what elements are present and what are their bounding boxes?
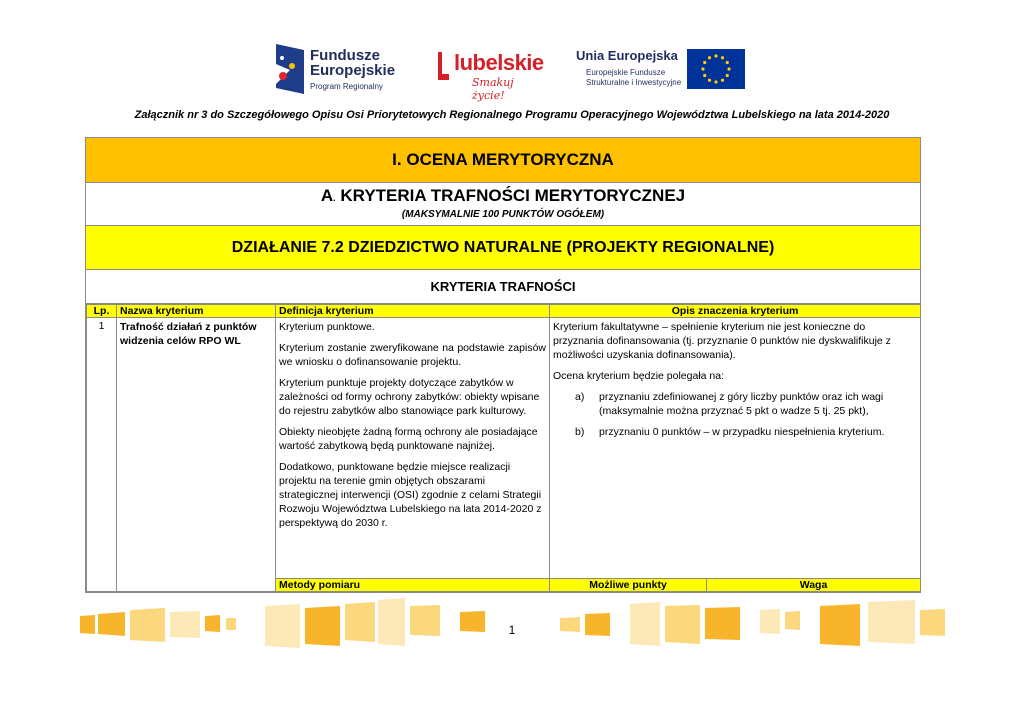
annex-title: Załącznik nr 3 do Szczegółowego Opisu Osi Priorytetowych Regionalnego Programu Operacyjnego Województwa Lubelskiego na lata 2014-2020 [134, 109, 890, 121]
unia-europejska-logo [576, 48, 748, 94]
criteria-heading: KRYTERIA TRAFNOŚCI [86, 270, 920, 304]
eu-star-icon [703, 74, 706, 77]
list-marker: a) [575, 391, 585, 403]
meaning-lead: Ocena kryterium będzie polegała na: [553, 370, 725, 382]
eu-star-icon [726, 74, 729, 77]
meaning-intro: Kryterium fakultatywne – spełnienie kryterium nie jest konieczne do przyznania dofinansowania (tj. przyznanie 0 punktów nie dyskwalifikuje z możliwości uzyskania dofinansowania). [553, 321, 891, 361]
fundusze-europejskie-logo [276, 44, 406, 96]
table-row [87, 318, 921, 579]
lubelskie-slogan: Smakuj życie! [472, 76, 514, 102]
eu-star-icon [708, 79, 711, 82]
eu-star-icon [701, 67, 704, 70]
ue-logo-title: Unia Europejska [576, 48, 678, 63]
subheader-method: Metody pomiaru [276, 579, 550, 592]
list-text: przyznaniu zdefiniowanej z góry liczby punktów oraz ich wagi (maksymalnie można przyznać 5 pkt o wadze 5 tj. 25 pkt), [599, 391, 884, 417]
eu-star-icon [721, 56, 724, 59]
page-number: 1 [508, 623, 516, 637]
header-meaning: Opis znaczenia kryterium [550, 305, 921, 318]
header-lp: Lp. [87, 305, 117, 318]
row-meaning [550, 318, 921, 579]
ue-sub2: Strukturalne i Inwestycyjne [586, 78, 682, 87]
list-marker: b) [575, 426, 585, 438]
definition-p1: Kryterium punktowe. [279, 321, 375, 333]
eu-star-icon [721, 79, 724, 82]
action-title: DZIAŁANIE 7.2 DZIEDZICTWO NATURALNE (PROJEKTY REGIONALNE) [86, 226, 920, 270]
definition-p2: Kryterium zostanie zweryfikowane na podstawie zapisów we wniosku o dofinansowanie projektu. [279, 342, 546, 368]
definition-p4: Obiekty nieobjęte żadną formą ochrony ale posiadające wartość zabytkową będą punktowane najniżej. [279, 426, 538, 452]
eu-star-icon [708, 56, 711, 59]
row-definition [276, 318, 550, 579]
list-item [553, 425, 917, 439]
definition-p5: Dodatkowo, punktowane będzie miejsce realizacji projektu na terenie gmin objętych obszarami strategicznej interwencji (OSI) zgodnie z celami Strategii Rozwoju Województwa Lubelskiego na lata 2014-2020 z perspektywą do 2030 r. [279, 461, 542, 529]
ue-sub1: Europejskie Fundusze [586, 68, 666, 77]
subtitle-letter: A [320, 186, 334, 205]
subtitle-text: KRYTERIA TRAFNOŚCI MERYTORYCZNEJ [340, 186, 686, 205]
criteria-table [86, 304, 921, 592]
list-item [553, 390, 917, 418]
eu-flag-icon [687, 49, 745, 89]
list-text: przyznaniu 0 punktów – w przypadku niespełnienia kryterium. [599, 426, 885, 438]
subheader-weight: Waga [707, 579, 921, 592]
section-subtitle-block [86, 183, 920, 226]
eu-star-icon [703, 61, 706, 64]
lubelskie-logo-text: lubelskie [454, 50, 544, 75]
subheader-points: Możliwe punkty [550, 579, 707, 592]
section-subtitle-note: (MAKSYMALNIE 100 PUNKTÓW OGÓŁEM) [401, 209, 605, 220]
lubelskie-logo [436, 48, 544, 102]
header-definition: Definicja kryterium [276, 305, 550, 318]
fe-line2: Europejskie [310, 62, 396, 79]
header-name: Nazwa kryterium [117, 305, 276, 318]
section-main-title: I. OCENA MERYTORYCZNA [86, 138, 920, 183]
eu-star-icon [727, 67, 730, 70]
definition-p3: Kryterium punktuje projekty dotyczące zabytków w zależności od formy ochrony zabytków: obiekty wpisane do rejestru zabytków albo stanowiące park kulturowy. [279, 377, 540, 417]
criteria-document [85, 137, 921, 593]
section-subtitle: A. KRYTERIA TRAFNOŚCI MERYTORYCZNEJ [320, 186, 686, 205]
row-lp: 1 [87, 318, 117, 592]
eu-star-icon [726, 61, 729, 64]
lubelskie-mark-icon [436, 50, 450, 84]
logo-bar [0, 40, 1024, 100]
fe-line1: Fundusze [310, 47, 380, 64]
fe-logo-text [310, 48, 395, 78]
eu-star-icon [714, 80, 717, 83]
fe-flag-icon [276, 44, 304, 94]
eu-star-icon [714, 54, 717, 57]
ue-logo-sub [586, 68, 681, 88]
row-name: Trafność działań z punktów widzenia celów RPO WL [117, 318, 276, 592]
table-header-row [87, 305, 921, 318]
meaning-list [553, 390, 917, 439]
fe-logo-sub: Program Regionalny [310, 82, 383, 91]
